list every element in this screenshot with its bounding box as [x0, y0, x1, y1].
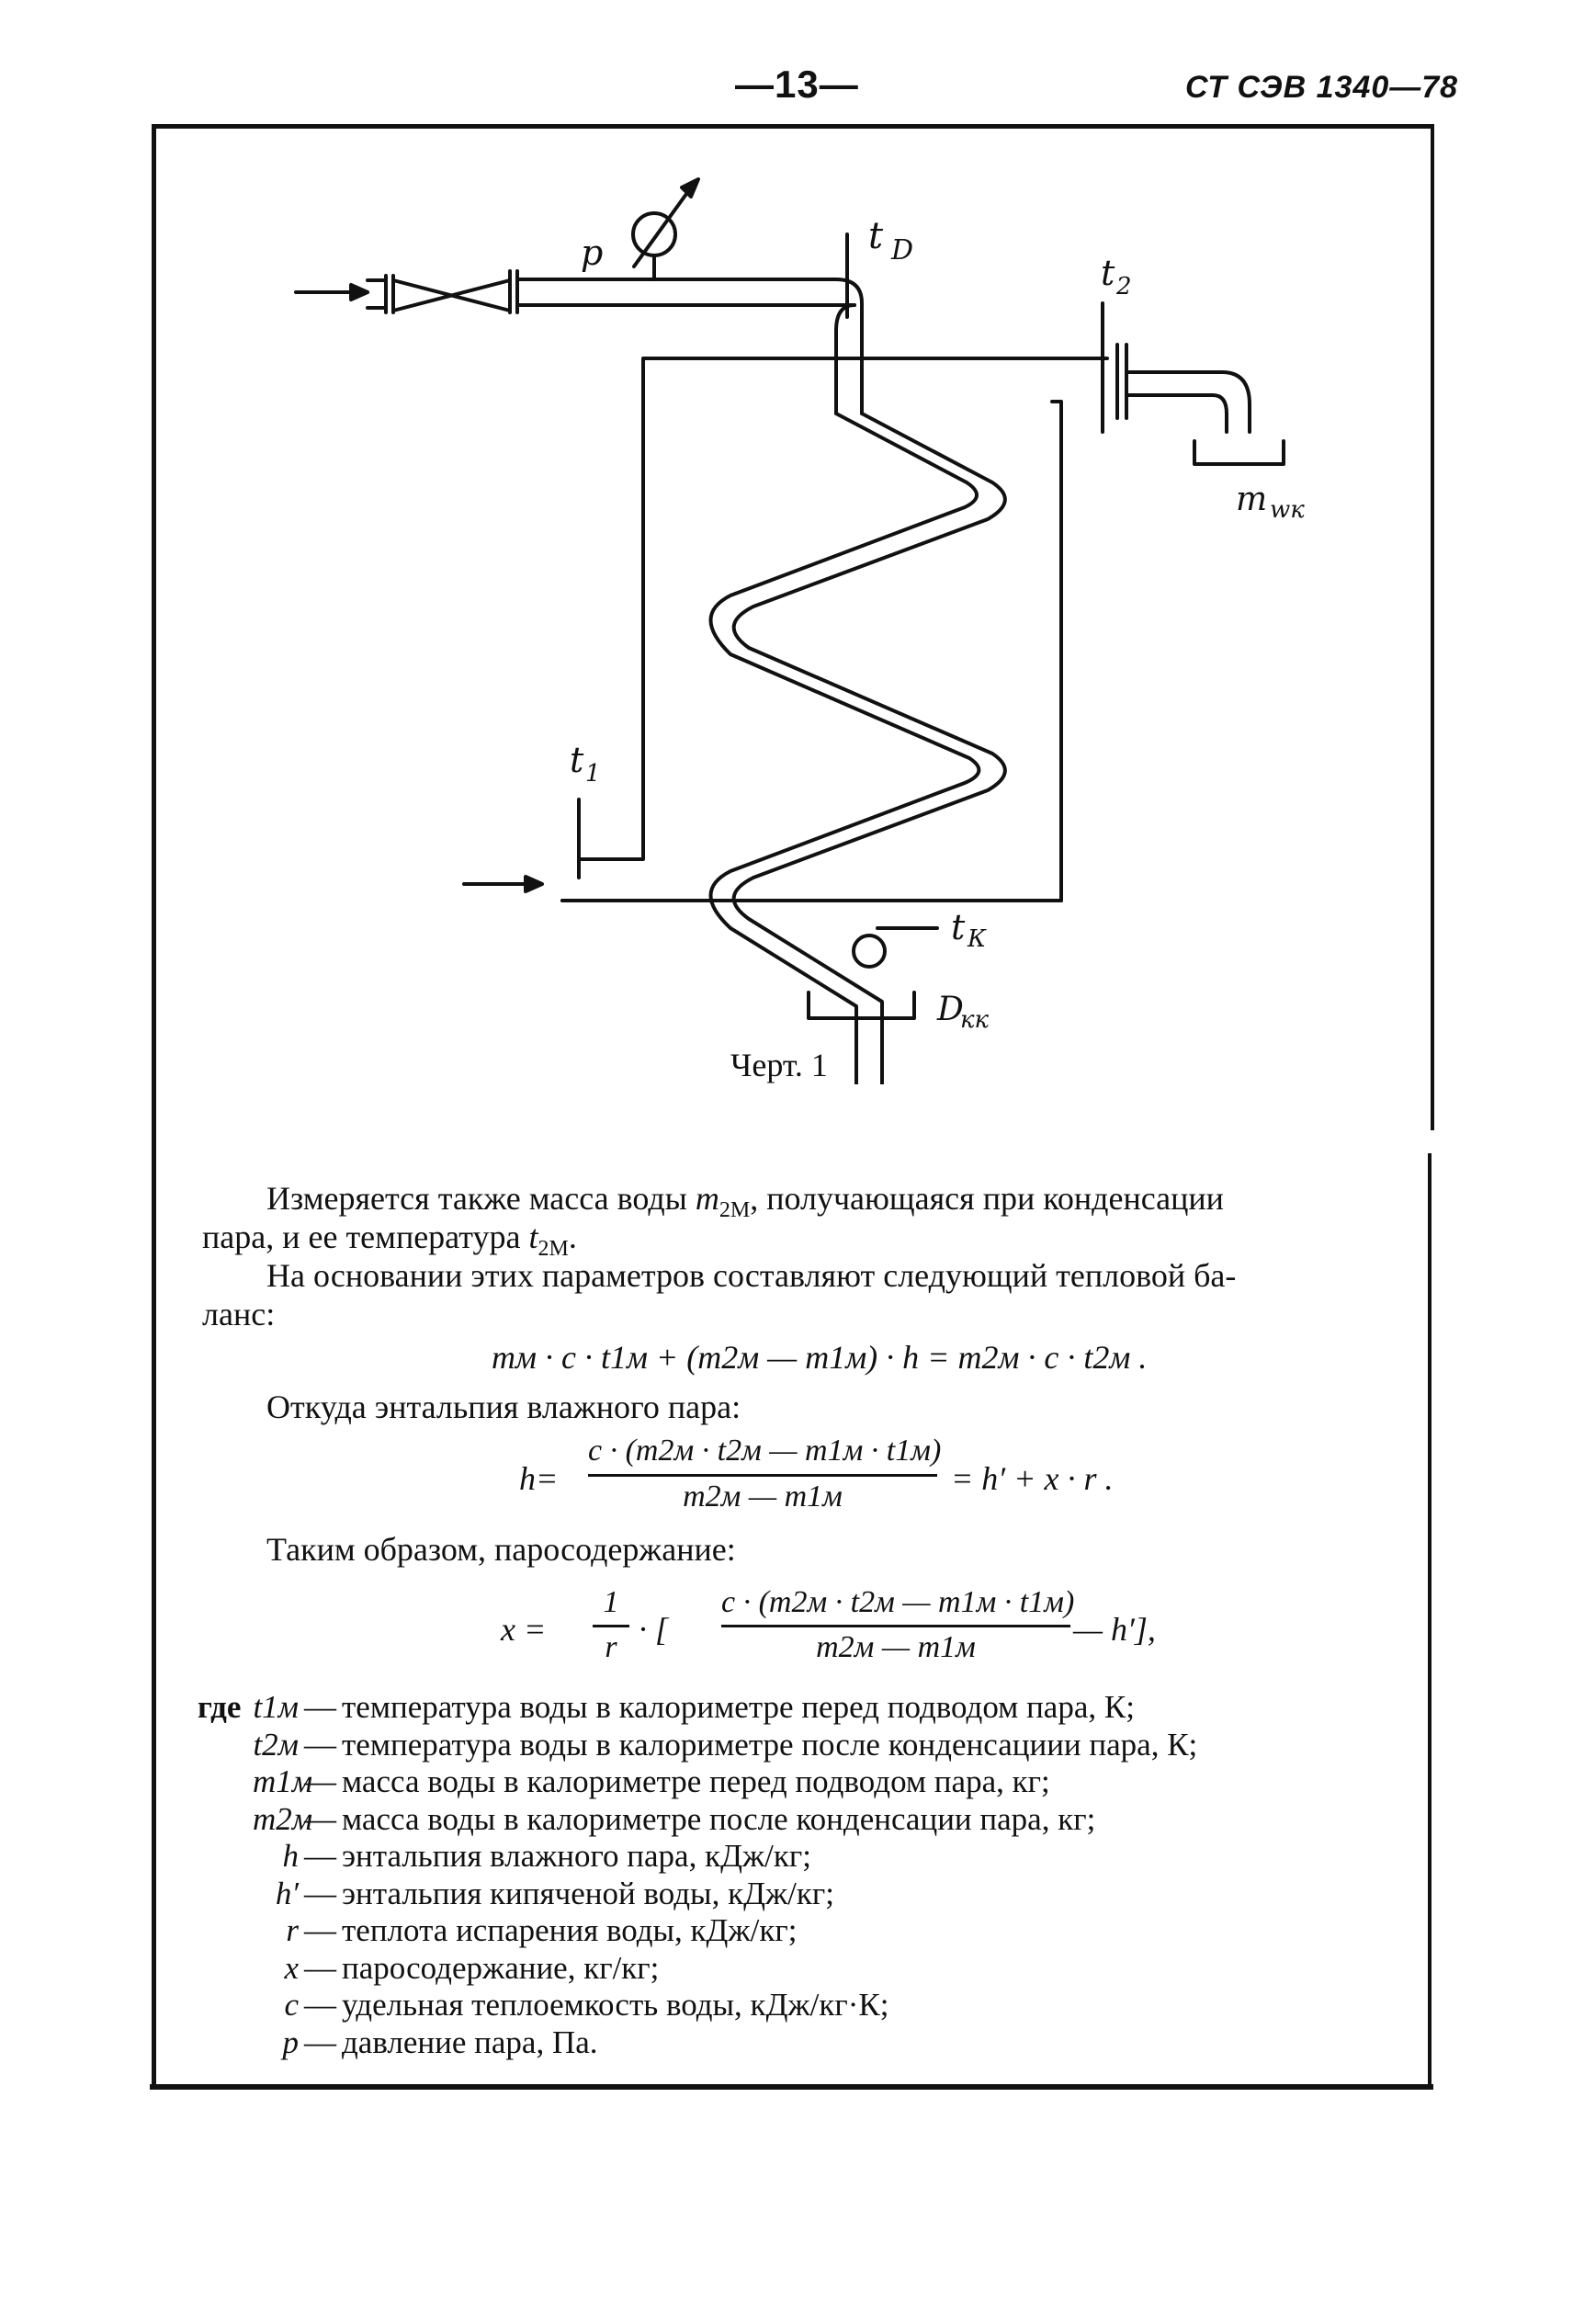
definition-symbol: t2м: [253, 1726, 299, 1763]
h-formula-lhs: h=: [519, 1460, 559, 1497]
x-formula-denominator-1: r: [605, 1630, 617, 1664]
definition-text: температура воды в калориметре перед подводом пара, К;: [342, 1689, 1135, 1725]
label-mwk-sub: wк: [1270, 496, 1305, 524]
definition-dash: —: [304, 1763, 336, 1799]
definition-symbol: m1м: [253, 1763, 313, 1799]
definition-dash: —: [304, 1726, 336, 1763]
definition-row: [198, 1876, 1197, 1913]
definition-row: [198, 1801, 1197, 1839]
steam-pipe: [517, 279, 1005, 1084]
definition-row: [198, 1763, 1197, 1801]
inlet-arrowhead: [351, 285, 368, 300]
label-td: t: [868, 215, 884, 257]
definition-symbol: m2м: [253, 1800, 313, 1837]
label-dkk-sub: кк: [960, 1006, 990, 1034]
label-t1: t: [570, 740, 584, 780]
label-p: p: [581, 232, 604, 273]
definition-dash: —: [304, 1949, 336, 1986]
h-formula-numerator: c · (m2м · t2м — m1м · t1м): [588, 1434, 942, 1468]
definition-symbol: r: [286, 1912, 299, 1948]
valve-icon: [368, 271, 517, 312]
text-span: Измеряется также масса воды: [266, 1180, 696, 1217]
label-tk: t: [951, 907, 966, 947]
condensate-collector: [1194, 441, 1284, 464]
definition-symbol: t1м: [253, 1689, 299, 1725]
calorimeter-vessel: [562, 358, 1107, 901]
definition-row: [198, 1912, 1197, 1950]
x-formula-numerator-2: c · (m2м · t2м — m1м · t1м): [721, 1585, 1075, 1619]
definition-dash: —: [304, 1800, 336, 1837]
text-span: .: [568, 1219, 577, 1255]
paragraph-2-line-2: ланс:: [202, 1296, 276, 1332]
definition-text: масса воды в калориметре перед подводом пара, кг;: [342, 1763, 1050, 1799]
h-formula-denominator: m2м — m1м: [683, 1479, 843, 1513]
definitions-lead: где: [198, 1689, 242, 1725]
label-mwk: m: [1236, 481, 1268, 518]
label-t2: t: [1101, 253, 1115, 293]
text-span: , получающаяся при конденсации: [750, 1180, 1224, 1217]
definition-dash: —: [304, 1875, 336, 1911]
definition-row: [198, 2024, 1197, 2062]
definition-row: [198, 1727, 1197, 1764]
frame-bottom-border: [150, 2084, 1433, 2090]
frame-right-border-lower: [1428, 1153, 1432, 2086]
definition-dash: —: [304, 1912, 336, 1948]
standard-designation: СТ СЭВ 1340—78: [1185, 70, 1459, 105]
definition-text: энтальпия кипяченой воды, кДж/кг;: [342, 1875, 834, 1911]
symbol-m2m: m: [695, 1180, 719, 1217]
h-formula-rhs: = h′ + x · r .: [951, 1460, 1114, 1497]
definition-dash: —: [304, 1689, 336, 1725]
h-formula-fraction-bar: [588, 1474, 937, 1477]
x-formula-lhs: x =: [501, 1611, 547, 1648]
definition-row: [198, 1950, 1197, 1988]
definitions-list: [198, 1689, 1197, 2061]
definition-dash: —: [304, 1838, 336, 1874]
definition-symbol: c: [284, 1987, 299, 2023]
x-formula-fraction-bar-2: [721, 1625, 1070, 1627]
x-formula-numerator-1: 1: [603, 1585, 619, 1619]
definition-symbol: h: [282, 1838, 299, 1874]
label-t1-sub: 1: [585, 760, 601, 788]
paragraph-4: Таким образом, паросодержание:: [266, 1531, 736, 1568]
figure-caption: Черт. 1: [730, 1047, 828, 1083]
x-formula-fraction-bar-1: [593, 1625, 629, 1627]
pressure-gauge-icon: [633, 179, 698, 279]
x-formula-denominator-2: m2м — m1м: [816, 1630, 976, 1664]
outlet-fitting: [1103, 303, 1250, 432]
definition-dash: —: [304, 2024, 336, 2060]
label-tk-sub: К: [968, 925, 987, 953]
definition-row: [198, 1987, 1197, 2024]
definition-text: удельная теплоемкость воды, кДж/кг·К;: [342, 1987, 889, 2023]
definition-symbol: p: [282, 2024, 299, 2060]
heat-balance-formula: mм · c · t1м + (m2м — m1м) · h = m2м · c · t2м .: [492, 1339, 1148, 1376]
label-td-sub: D: [891, 234, 914, 266]
paragraph-3: Откуда энтальпия влажного пара:: [266, 1389, 741, 1425]
drain-valve-icon: [854, 935, 885, 967]
definition-row: [198, 1838, 1197, 1876]
definition-text: масса воды в калориметре после конденсации пара, кг;: [342, 1800, 1096, 1837]
definition-text: паросодержание, кг/кг;: [342, 1949, 660, 1986]
label-t2-sub: 2: [1116, 273, 1132, 300]
definition-text: теплота испарения воды, кДж/кг;: [342, 1912, 798, 1948]
definition-symbol: h′: [275, 1875, 299, 1911]
symbol-t2m: t: [528, 1219, 538, 1255]
symbol-m2m-sub: 2М: [719, 1198, 751, 1223]
definition-text: энтальпия влажного пара, кДж/кг;: [342, 1838, 811, 1874]
x-formula-tail: — h′],: [1073, 1611, 1156, 1648]
definition-text: давление пара, Па.: [342, 2024, 598, 2060]
definition-dash: —: [304, 1987, 336, 2023]
label-dkk: D: [937, 991, 964, 1028]
text-span: пара, и ее температура: [202, 1219, 529, 1255]
page-number: —13—: [735, 62, 859, 106]
calorimeter-diagram: [0, 0, 1573, 1084]
symbol-t2m-sub: 2М: [538, 1237, 569, 1262]
definition-row: [198, 1689, 1197, 1727]
x-formula-bracket: · [: [639, 1611, 669, 1648]
definition-symbol: x: [284, 1949, 299, 1986]
drain-collector: [809, 992, 914, 1018]
paragraph-2-line-1: На основании этих параметров составляют следующий тепловой ба-: [266, 1257, 1237, 1294]
definition-text: температура воды в калориметре после конденсациии пара, К;: [342, 1726, 1198, 1763]
